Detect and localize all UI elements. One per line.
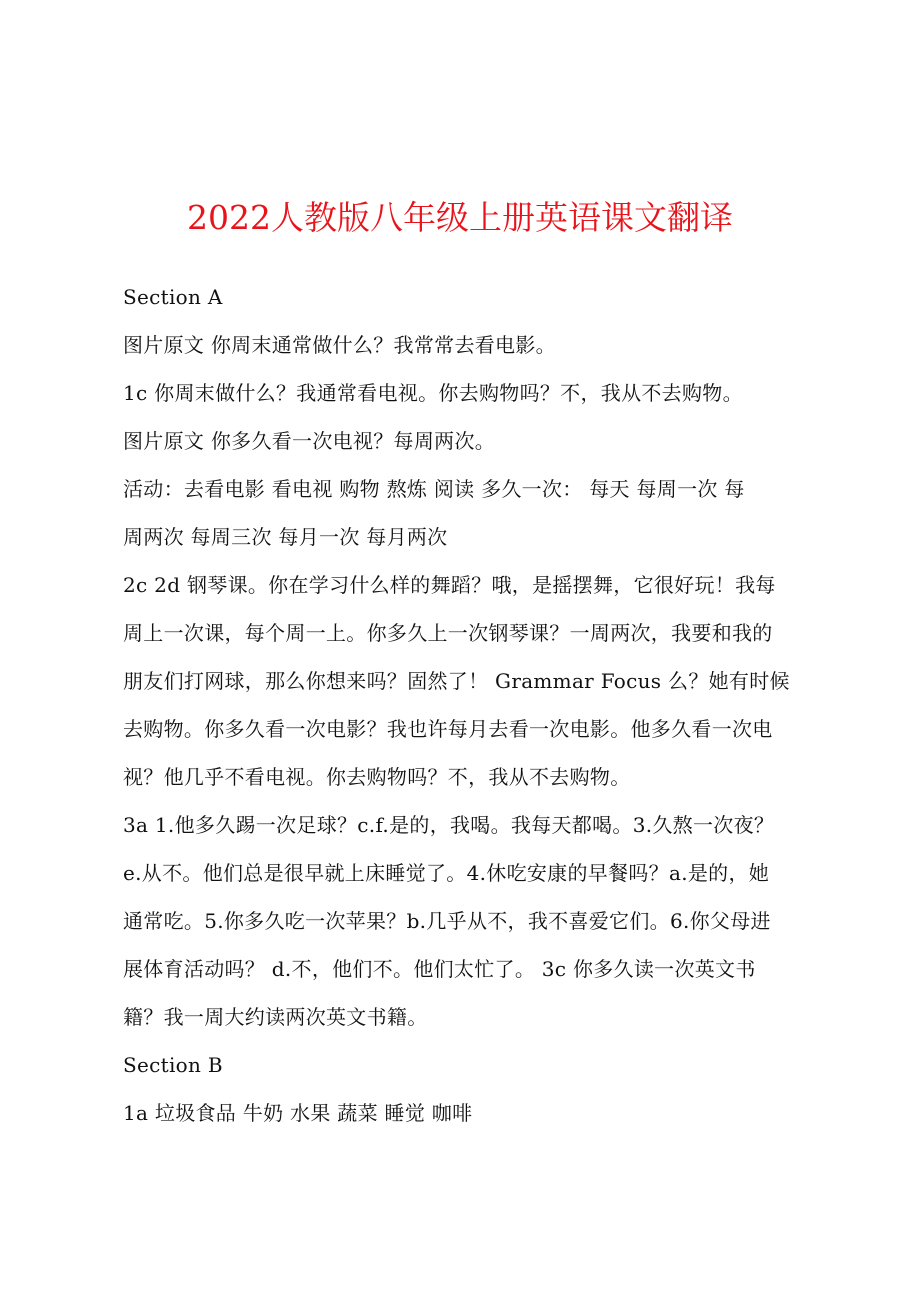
document-body (123, 280, 843, 1144)
text-line: 展体育活动吗？ d.不，他们不。他们太忙了。 3c 你多久读一次英文书 (123, 957, 756, 981)
text-line: 去购物。你多久看一次电影？我也许每月去看一次电影。他多久看一次电 (123, 717, 773, 741)
text-line: 通常吃。5.你多久吃一次苹果？b.几乎从不，我不喜爱它们。6.你父母进 (123, 909, 771, 933)
section-heading: Section A (123, 285, 223, 309)
text-line: 1a 垃圾食品 牛奶 水果 蔬菜 睡觉 咖啡 (123, 1101, 473, 1125)
section-heading: Section B (123, 1053, 223, 1077)
text-line: 1c 你周末做什么？我通常看电视。你去购物吗？不，我从不去购物。 (123, 381, 743, 405)
text-line: 图片原文 你多久看一次电视？每周两次。 (123, 429, 496, 453)
text-line: 籍？我一周大约读两次英文书籍。 (123, 1005, 428, 1029)
text-line: 图片原文 你周末通常做什么？我常常去看电影。 (123, 333, 556, 357)
text-line: e.从不。他们总是很早就上床睡觉了。4.休吃安康的早餐吗？a.是的，她 (123, 861, 770, 885)
text-line: 活动：去看电影 看电视 购物 熬炼 阅读 多久一次： 每天 每周一次 每 (123, 477, 745, 501)
text-line: 朋友们打网球，那么你想来吗？固然了！ Grammar Focus 么？她有时候 (123, 669, 790, 693)
text-line: 3a 1.他多久踢一次足球？c.f.是的，我喝。我每天都喝。3.久熬一次夜？ (123, 813, 775, 837)
text-line: 周上一次课，每个周一上。你多久上一次钢琴课？一周两次，我要和我的 (123, 621, 773, 645)
document-title: 2022人教版八年级上册英语课文翻译 (187, 198, 733, 237)
text-line: 2c 2d 钢琴课。你在学习什么样的舞蹈？哦，是摇摆舞，它很好玩！我每 (123, 573, 776, 597)
text-line: 视？他几乎不看电视。你去购物吗？不，我从不去购物。 (123, 765, 631, 789)
text-line: 周两次 每周三次 每月一次 每月两次 (123, 525, 448, 549)
